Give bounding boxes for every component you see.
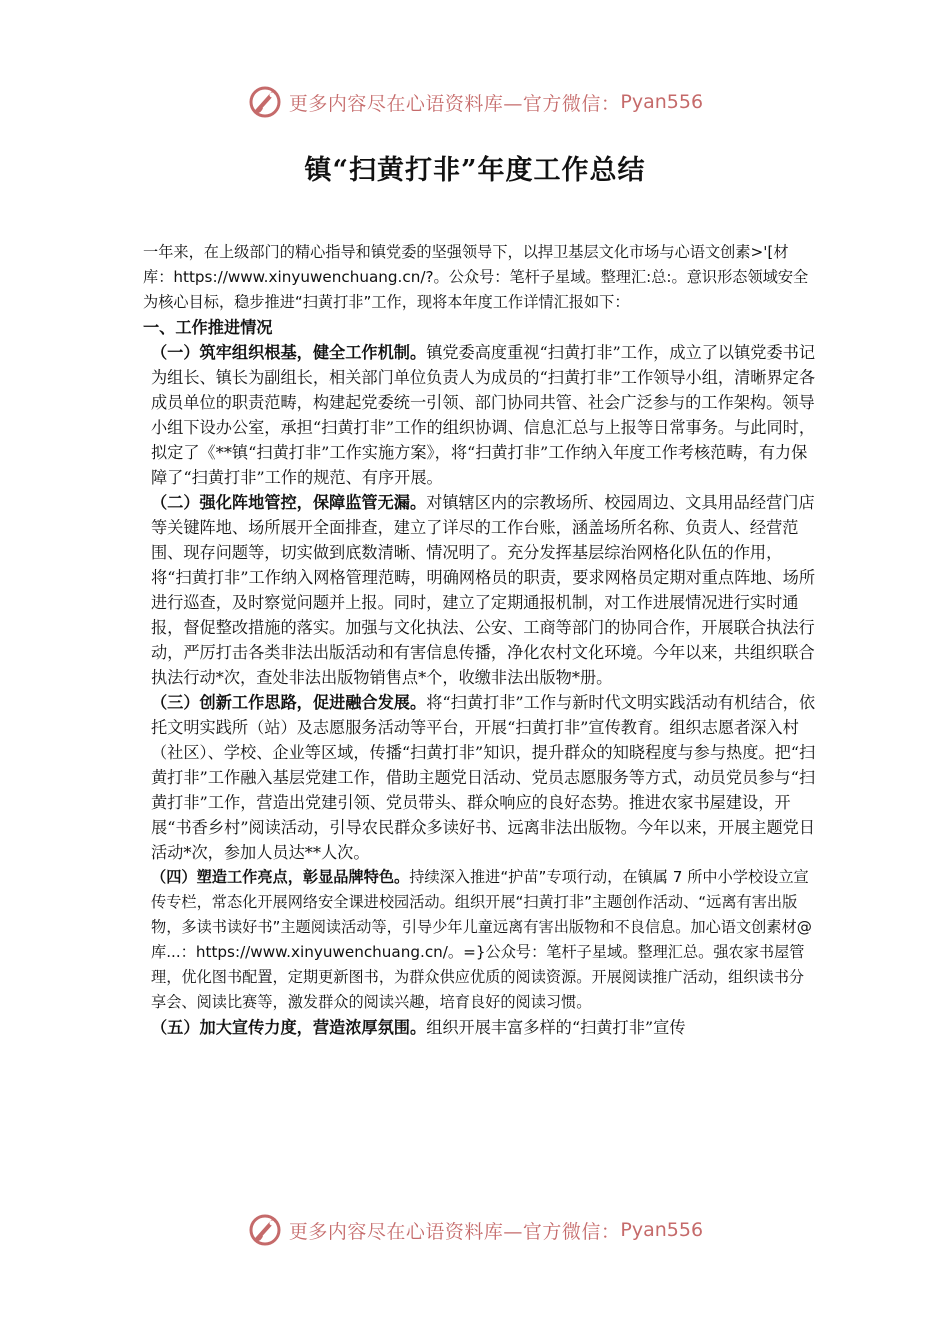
item-title: （三）创新工作思路，促进融合发展。 [151, 693, 427, 712]
item-body: 组织开展丰富多样的“扫黄打非”宣传 [426, 1018, 686, 1037]
banner-text: 更多内容尽在心语资料库—官方微信： [288, 92, 621, 115]
paragraph-item-1 [143, 340, 817, 490]
item-body: 持续深入推进“护苗”专项行动，在镇属 7 所中小学校设立宣传专栏，常态化开展网络安全课进校园活动。组织开展“扫黄打非”主题创作活动、“远离有害出版物，多读书读好书”主题阅读活动等，引导少年儿童远离有害出版物和不良信息。加心语文创素材@库...：https://www.xinyuwenchuang.cn/。=}公众号：笔杆子星域。整理汇总。强农家书屋管理，优化图书配置，定期更新图书，为群众供应优质的阅读资源。开展阅读推广活动，组织读书分享会、阅读比赛等，激发群众的阅读兴趣，培育良好的阅读习惯。 [151, 868, 812, 1011]
item-title: （二）强化阵地管控，保障监管无漏。 [151, 493, 427, 512]
item-title: （一）筑牢组织根基，健全工作机制。 [151, 343, 427, 362]
item-body: 镇党委高度重视“扫黄打非”工作，成立了以镇党委书记为组长、镇长为副组长，相关部门单位负责人为成员的“扫黄打非”工作领导小组，清晰界定各成员单位的职责范畴，构建起党委统一引领、部门协同共管、社会广泛参与的工作架构。领导小组下设办公室，承担“扫黄打非”工作的组织协调、信息汇总与上报等日常事务。与此同时，拟定了《**镇“扫黄打非”工作实施方案》，将“扫黄打非”工作纳入年度工作考核范畴，有力保障了“扫黄打非”工作的规范、有序开展。 [151, 343, 816, 487]
banner-wechat-id: Pyan556 [620, 1219, 704, 1241]
item-body: 将“扫黄打非”工作与新时代文明实践活动有机结合，依托文明实践所（站）及志愿服务活动等平台，开展“扫黄打非”宣传教育。组织志愿者深入村（社区）、学校、企业等区域，传播“扫黄打非”知识，提升群众的知晓程度与参与热度。把“扫黄打非”工作融入基层党建工作，借助主题党日活动、党员志愿服务等方式，动员党员参与“扫黄打非”工作，营造出党建引领、党员带头、群众响应的良好态势。推进农家书屋建设，开展“书香乡村”阅读活动，引导农民群众多读好书、远离非法出版物。今年以来，开展主题党日活动*次，参加人员达**人次。 [151, 693, 816, 862]
banner-text: 更多内容尽在心语资料库—官方微信： [288, 1220, 621, 1243]
paragraph-item-2 [143, 490, 817, 690]
intro-paragraph: 一年来，在上级部门的精心指导和镇党委的坚强领导下，以捍卫基层文化市场与心语文创素>'[材库：https://www.xinyuwenchuang.cn/?。公众号：笔杆子星域。整理汇:总:。意识形态领域安全为核心目标，稳步推进“扫黄打非”工作，现将本年度工作详情汇报如下： [143, 243, 809, 311]
footer-watermark-banner [0, 1210, 950, 1250]
paragraph-item-5 [143, 1015, 817, 1040]
header-watermark-banner [0, 82, 950, 122]
banner-wechat-id: Pyan556 [620, 91, 704, 113]
item-title: （四）塑造工作亮点，彰显品牌特色。 [151, 868, 410, 886]
paragraph-item-3 [143, 690, 817, 865]
section-heading: 一、工作推进情况 [143, 318, 273, 337]
item-body: 对镇辖区内的宗教场所、校园周边、文具用品经营门店等关键阵地、场所展开全面排查，建立了详尽的工作台账，涵盖场所名称、负责人、经营范围、现存问题等，切实做到底数清晰、情况明了。充分发挥基层综治网格化队伍的作用，将“扫黄打非”工作纳入网格管理范畴，明确网格员的职责，要求网格员定期对重点阵地、场所进行巡查，及时察觉问题并上报。同时，建立了定期通报机制，对工作进展情况进行实时通报，督促整改措施的落实。加强与文化执法、公安、工商等部门的协同合作，开展联合执法行动，严厉打击各类非法出版活动和有害信息传播，净化农村文化环境。今年以来，共组织联合执法行动*次，查处非法出版物销售点*个，收缴非法出版物*册。 [151, 493, 816, 687]
brush-logo-icon [247, 84, 283, 120]
paragraph-item-4 [143, 865, 817, 1015]
item-title: （五）加大宣传力度，营造浓厚氛围。 [151, 1018, 427, 1037]
document-body [143, 240, 817, 1040]
page-title: 镇“扫黄打非”年度工作总结 [304, 155, 646, 186]
brush-logo-icon [247, 1212, 283, 1248]
